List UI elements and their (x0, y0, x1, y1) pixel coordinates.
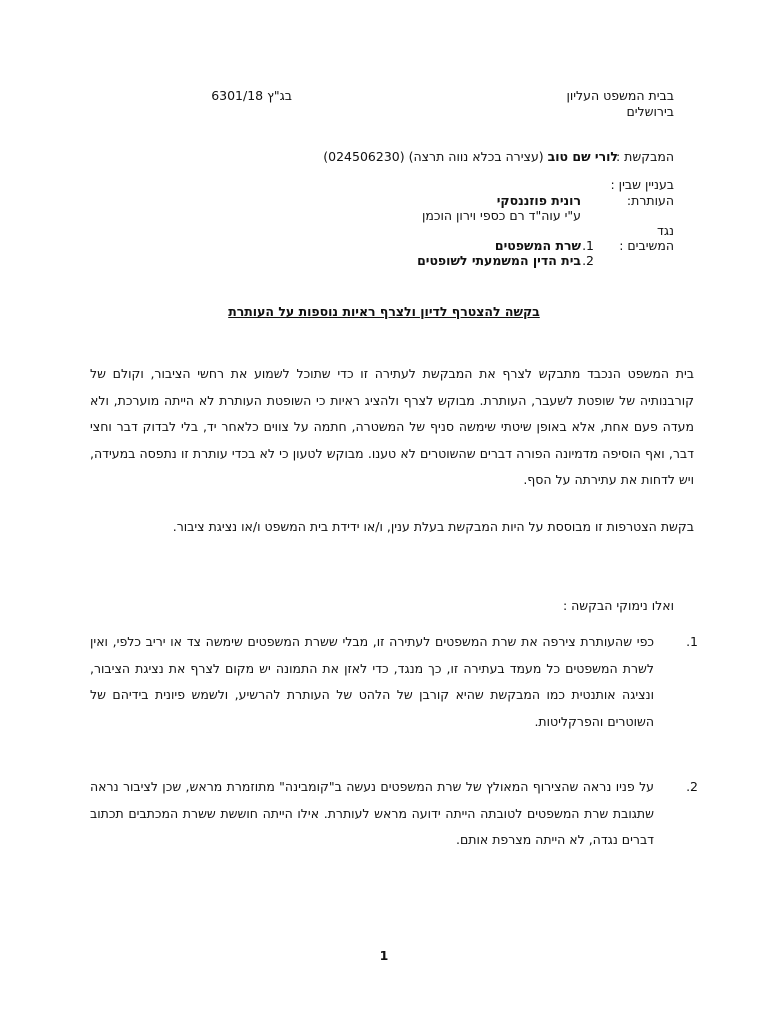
respondent-1-number: 1. (582, 238, 594, 253)
page-number: 1 (379, 948, 389, 963)
intro-paragraph-1: בית המשפט הנכבד מתבקש לצרף את המבקשת לעתירה זו כדי שתוכל לשמוע את רחשי הציבור, וקולם של קורבנותיה של שופטת לשעבר, העותרת. מבוקש לצרף ולהציג ראיות כי השופטת העותרת לא הייתה מוערכת, ולא מעדה פעם אחת, אלא באופן שיטתי שימשה סניף של המשטרה, חתמה על צווים כלאחר יד, בלי לבדוק דבר וחצי דבר, ואף הוסיפה מדמיונה הפורה דברים שהשוטרים לא טענו. מבוקש לטעון כי לא בכדי עותרת זו נתפסה במעידה, ויש לדחות את עתירתה על הסף. (90, 366, 694, 487)
petitioner-details: (עצירה בכלא נווה תרצה) (024506230) (323, 149, 544, 164)
respondent-2-name: בית הדין המשמעתי לשופטים (417, 253, 581, 268)
reason-item-2 (90, 774, 698, 854)
document-title: בקשה להצטרף לדיון ולצרף ראיות נוספות על העותרת (228, 304, 540, 319)
court-name: בבית המשפט העליון (566, 88, 674, 103)
petitioner-name: לורי שם טוב (547, 149, 618, 164)
versus-label: נגד (657, 223, 674, 238)
court-location: בירושלים (626, 104, 674, 119)
reason-number: 1. (686, 634, 698, 649)
intro-paragraph-2: בקשת הצטרפות זו מבוססת על היות המבקשת בעלת ענין, ו/או ידידת בית המשפט ו/או נציגת ציבור. (172, 519, 694, 534)
petitioner-line (323, 149, 618, 165)
in-matter-label: בעניין שבין : (610, 177, 674, 192)
petitioner2-name: רונית פוזננסקי (496, 193, 581, 208)
reason-text: על פניו נראה שהצירוף המאולץ של שרת המשפטים נעשה ב"קומבינה" מתוזמרת מראש, שכן לציבור נראה שתגובת שרת המשפטים לטובתה הייתה ידועה מראש לעותרת. אילו הייתה חוששת ששרת המכתבים תכתוב דברים נגדה, לא הייתה מצרפת אותם. (90, 779, 654, 847)
petitioner2-counsel: ע"י עוה"ד רם כספי וירון הוכמן (421, 208, 581, 223)
respondents-label: המשיבים : (619, 238, 674, 253)
reason-number: 2. (686, 779, 698, 794)
petitioner-label: המבקשת : (615, 149, 674, 164)
reasons-heading: ואלו נימוקי הבקשה : (562, 598, 674, 613)
respondent-1-name: שרת המשפטים (494, 238, 581, 253)
case-number: בג"ץ 6301/18 (211, 88, 292, 103)
respondent-2-number: 2. (582, 253, 594, 268)
reason-text: כפי שהעותרת צירפה את שרת המשפטים לעתירה זו, מבלי ששרת המשפטים שימשה צד או יריב כלפי, ואין לשרת המשפטים כל מעמד בעתירה זו, כך מנגד, כדי לאזן את התמונה יש מקום לצרף את נציגת הציבור, ונציגה אותנטית כמו המבקשת שהיא קורבן של הלהט של העותרת להרשיע, ולשמש פיונית בידיהם של השוטרים והפרקליטות. (90, 634, 654, 729)
reason-item-1 (90, 629, 698, 735)
petitioner2-label: העותרת: (626, 193, 674, 208)
